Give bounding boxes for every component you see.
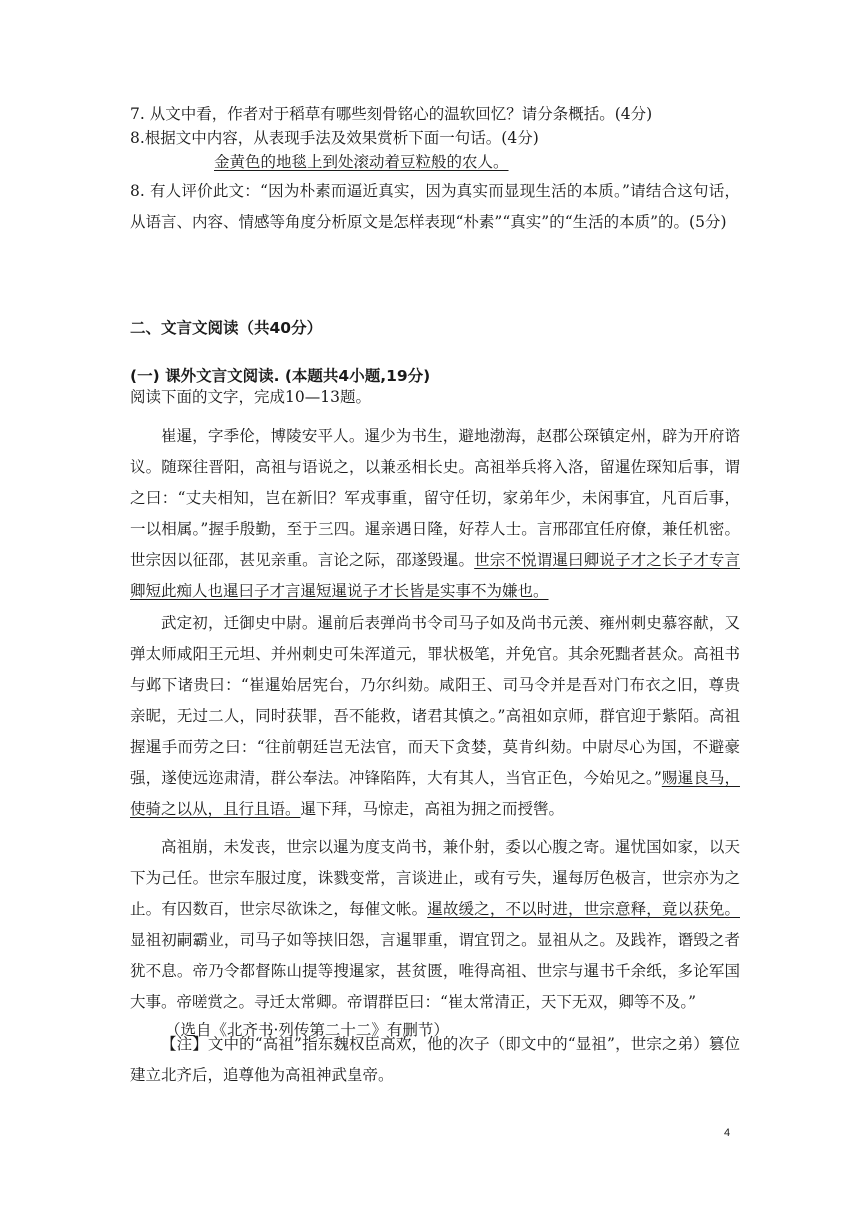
passage-source: （选自《北齐书·列传第二十二》有删节） — [165, 1021, 449, 1039]
passage-paragraph-1: 崔暹，字季伦，博陵安平人。暹少为书生，避地渤海，赵郡公琛镇定州，辟为开府谘议。随琛往晋阳，高祖与语说之，以兼丞相长史。高祖举兵将入洛，留暹佐琛知后事，谓之曰：“丈夫相知，岂在新旧？军戎事重，留守任切，家弟年少，未闲事宜，凡百后事，一以相属。”握手殷勤，至于三四。暹亲遇日隆，好荐人士。言邢邵宜任府僚，兼任机密。世宗因以征邵，甚见亲重。言论之际，邵遂毁暹。世宗不悦谓暹曰卿说子才之长子才专言卿短此痴人也暹曰子才言暹短暹说子才长皆是实事不为嫌也。 — [130, 427, 740, 600]
subsection-title: (一) 课外文言文阅读. (本题共4小题,19分) — [130, 367, 431, 385]
instruction: 阅读下面的文字，完成10—13题。 — [130, 388, 371, 406]
question-7: 7. 从文中看，作者对于稻草有哪些刻骨铭心的温软回忆？请分条概括。(4分) — [130, 105, 653, 123]
question-8a: 8.根据文中内容，从表现手法及效果赏析下面一句话。(4分) — [130, 129, 539, 147]
passage-paragraph-2: 武定初，迁御史中尉。暹前后表弹尚书令司马子如及尚书元羡、雍州刺史慕容献，又弹太师咸阳王元坦、并州刺史可朱浑道元，罪状极笔，并免官。其余死黜者甚众。高祖书与邺下诸贵曰：“崔暹始居宪台，乃尔纠劾。咸阳王、司马令并是吾对门布衣之旧，尊贵亲昵，无过二人，同时获罪，吾不能救，诸君其慎之。”高祖如京师，群官迎于紫陌。高祖握暹手而劳之曰：“往前朝廷岂无法官，而天下贪婪，莫肯纠劾。中尉尽心为国，不避豪强，遂使远迩肃清，群公奉法。冲锋陷阵，大有其人，当官正色，今始见之。”赐暹良马，使骑之以从，且行且语。暹下拜，马惊走，高祖为拥之而授辔。 — [130, 614, 740, 818]
passage-paragraph-3: 高祖崩，未发丧，世宗以暹为度支尚书，兼仆射，委以心腹之寄。暹忧国如家，以天下为己任。世宗车服过度，诛戮变常，言谈进止，或有亏失，暹每厉色极言，世宗亦为之止。有囚数百，世宗尽欲诛之，每催文帐。暹故缓之，不以时进，世宗意释，竟以获免。显祖初嗣霸业，司马子如等挟旧怨，言暹罪重，谓宜罚之。显祖从之。及践祚，谮毁之者犹不息。帝乃令都督陈山提等搜暹家，甚贫匮，唯得高祖、世宗与暹书千余纸，多论军国大事。帝嗟赏之。寻迁太常卿。帝谓群臣曰：“崔太常清正，天下无双，卿等不及。” — [130, 838, 740, 1011]
section-title: 二、文言文阅读（共40分） — [130, 319, 323, 337]
question-8b: 8. 有人评价此文：“因为朴素而逼近真实，因为真实而显现生活的本质。”请结合这句话，从语言、内容、情感等角度分析原文是怎样表现“朴素”“真实”的“生活的本质”的。(5分) — [130, 182, 740, 231]
page-number: 4 — [724, 1127, 731, 1139]
passage-note: 【注】文中的“高祖”指东魏权臣高欢，他的次子（即文中的“显祖”，世宗之弟）篡位建立北齐后，追尊他为高祖神武皇帝。 — [130, 1035, 740, 1084]
question-8a-sentence: 金黄色的地毯上到处滚动着豆粒般的农人。 — [214, 153, 509, 171]
underlined-sentence-3: 暹故缓之，不以时进，世宗意释，竟以获免。 — [427, 900, 740, 918]
underlined-sentence-2: 赐暹良马，使骑之以从，且行且语。 — [130, 769, 740, 818]
underlined-sentence-1: 世宗不悦谓暹曰卿说子才之长子才专言卿短此痴人也暹曰子才言暹短暹说子才长皆是实事不为嫌也。 — [130, 551, 740, 600]
